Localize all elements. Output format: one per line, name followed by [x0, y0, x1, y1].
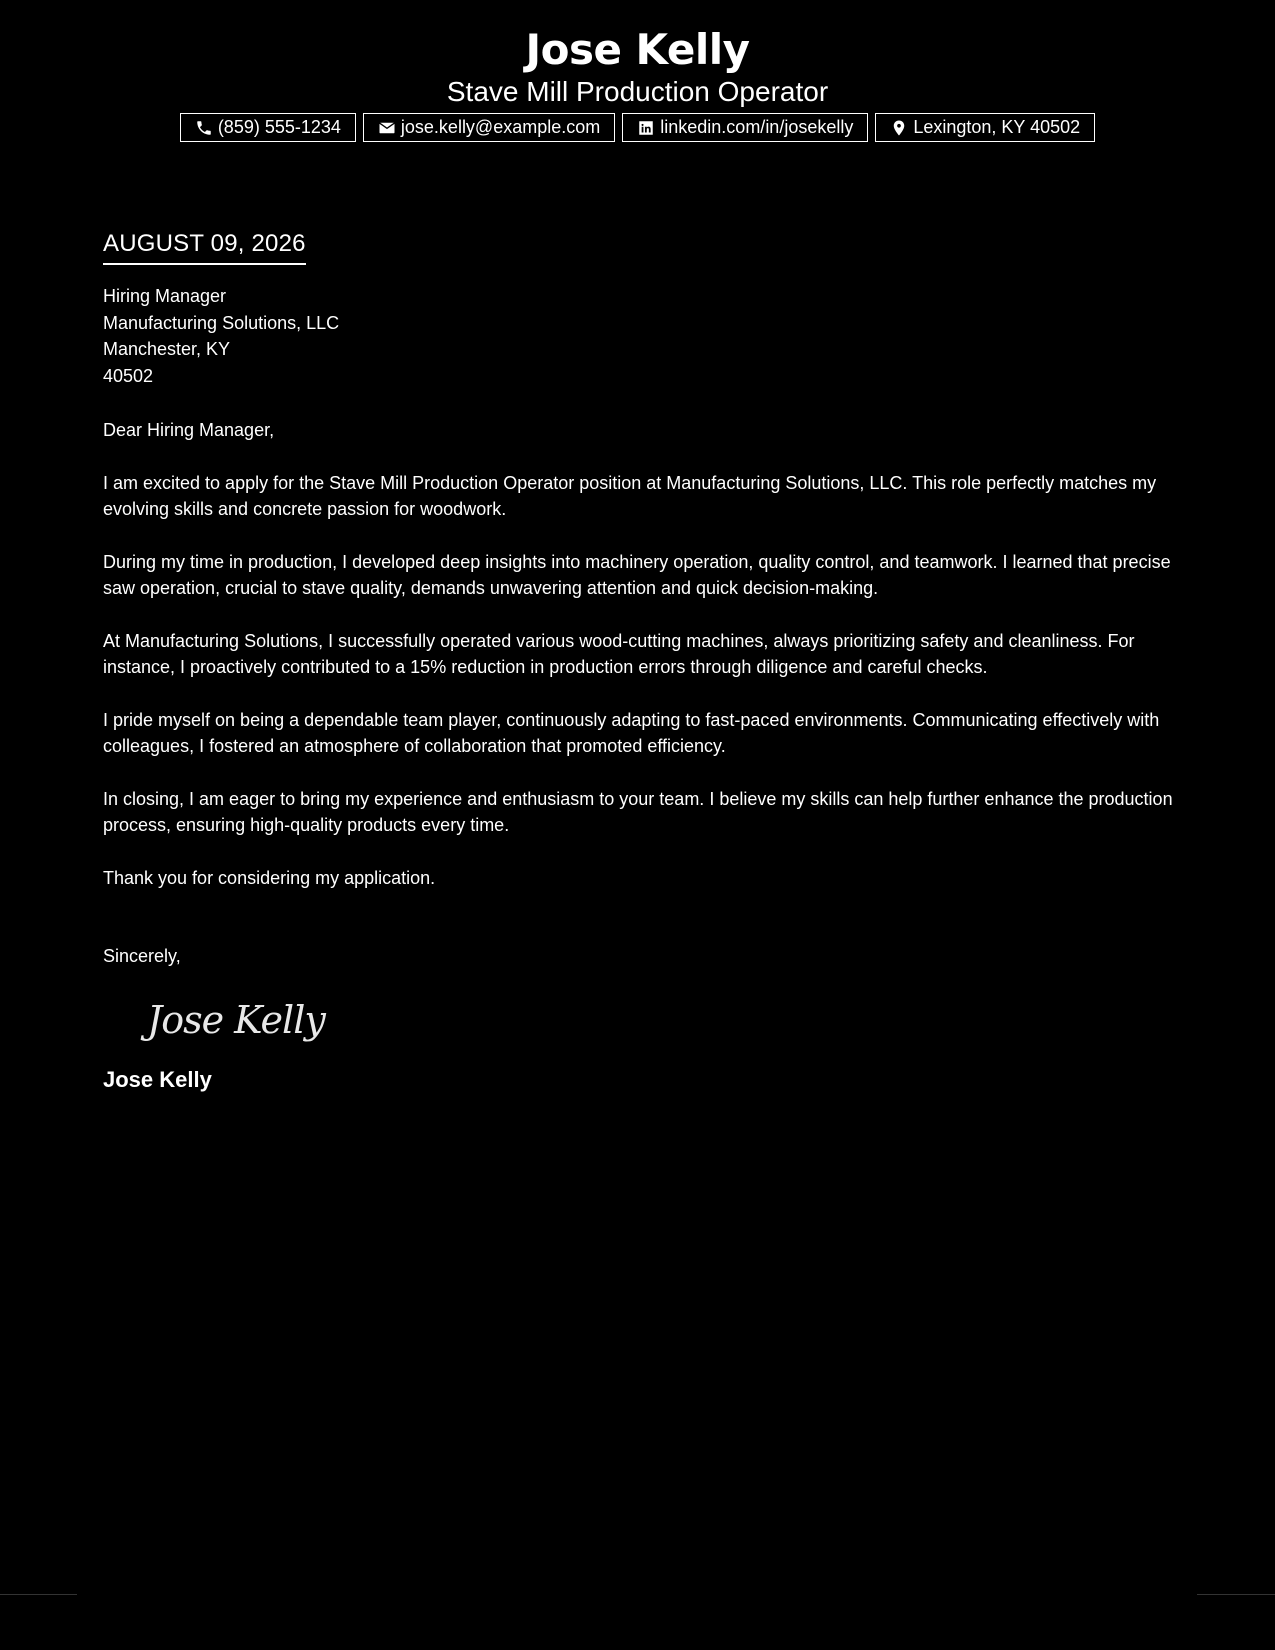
letter-header	[0, 22, 1275, 108]
contact-phone[interactable]	[180, 113, 356, 142]
recipient-line: Manchester, KY	[103, 339, 231, 359]
contact-location[interactable]	[875, 113, 1095, 142]
map-pin-icon	[890, 119, 908, 137]
body-paragraph: Thank you for considering my application.	[103, 867, 436, 888]
contact-bar	[0, 113, 1275, 142]
job-title: Stave Mill Production Operator	[446, 76, 829, 107]
phone-text: (859) 555-1234	[217, 117, 341, 137]
body-paragraph: During my time in production, I developed deep insights into machinery operation, quality control, and teamwork. I learned that precise saw operation, crucial to stave quality, demands unwavering attention and quick decision-making.	[103, 551, 1171, 598]
phone-icon	[195, 119, 213, 137]
body-paragraph: I pride myself on being a dependable team player, continuously adapting to fast-paced environments. Communicating effectively with colleagues, I fostered an atmosphere of collaboration that promoted efficiency.	[103, 709, 1160, 756]
contact-email[interactable]	[363, 113, 615, 142]
footer-divider-right	[1197, 1594, 1275, 1595]
body-paragraph: At Manufacturing Solutions, I successfully operated various wood-cutting machines, always prioritizing safety and cleanliness. For instance, I proactively contributed to a 15% reduction in production errors through diligence and careful checks.	[103, 630, 1135, 677]
body-paragraph: In closing, I am eager to bring my experience and enthusiasm to your team. I believe my skills can help further enhance the production process, ensuring high-quality products every time.	[103, 788, 1173, 835]
location-text: Lexington, KY 40502	[913, 117, 1081, 137]
envelope-icon	[378, 119, 396, 137]
applicant-name: Jose Kelly	[525, 25, 750, 74]
closing: Sincerely,	[103, 946, 181, 966]
recipient-block	[103, 283, 1183, 389]
linkedin-icon	[637, 119, 655, 137]
recipient-line: Manufacturing Solutions, LLC	[103, 312, 340, 333]
recipient-line: 40502	[103, 365, 154, 386]
recipient-line: Hiring Manager	[103, 286, 227, 306]
letter-date: AUGUST 09, 2026	[103, 229, 306, 265]
email-text: jose.kelly@example.com	[400, 117, 601, 137]
linkedin-text: linkedin.com/in/josekelly	[660, 117, 854, 137]
salutation: Dear Hiring Manager,	[103, 420, 275, 440]
handwritten-signature: Jose Kelly	[147, 997, 325, 1042]
contact-linkedin[interactable]	[622, 113, 868, 142]
body-paragraph: I am excited to apply for the Stave Mill Production Operator position at Manufacturing Solutions, LLC. This role perfectly matches my evolving skills and concrete passion for woodwork.	[103, 472, 1157, 519]
letter-body	[103, 229, 1183, 1094]
signer-name: Jose Kelly	[103, 1066, 212, 1092]
footer-divider-left	[0, 1594, 77, 1595]
